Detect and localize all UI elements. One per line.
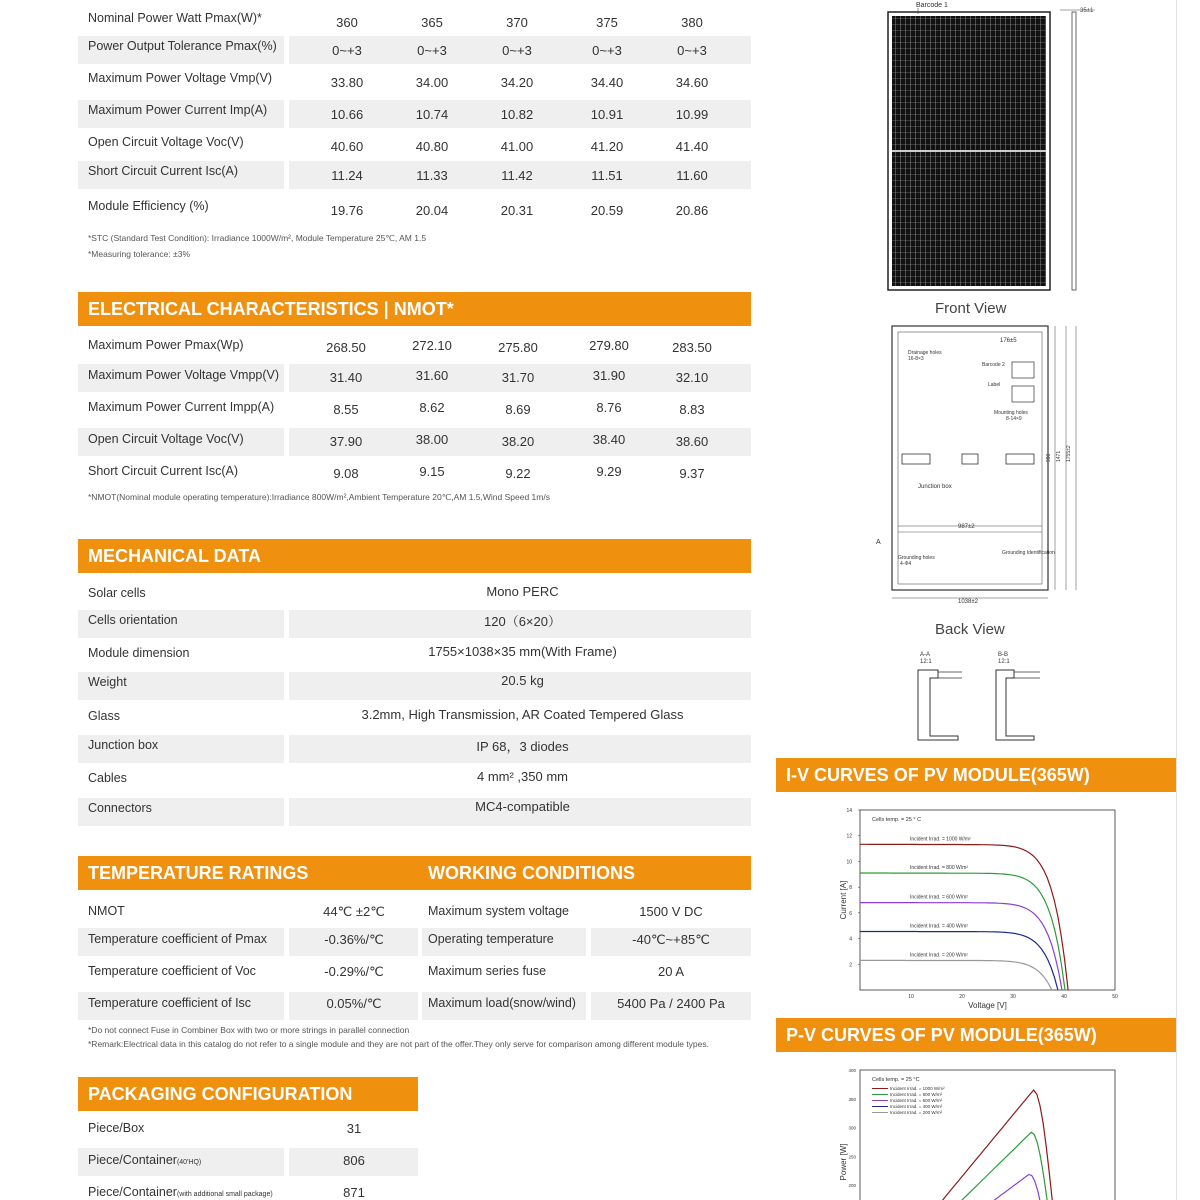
iv-cells-temp: Cells temp. = 25 ° C (872, 817, 922, 823)
stc-cell: 11.60 (676, 168, 708, 183)
temp-row-label: Temperature coefficient of Pmax (88, 932, 268, 946)
grounding-sub: 4-Φ4 (900, 561, 912, 567)
stc-cell: 10.91 (590, 107, 624, 122)
front-view-caption: Front View (935, 300, 1007, 317)
pack-row-value: 806 (343, 1153, 365, 1168)
nmot-cell: 8.83 (679, 402, 705, 417)
bb-scale: 12:1 (998, 659, 1010, 665)
iv-ytick-label: 4 (849, 936, 852, 943)
stc-cell: 11.33 (416, 168, 448, 183)
stc-cell: 20.59 (590, 203, 624, 218)
nmot-cell: 38.20 (501, 434, 535, 449)
mech-row-label: Solar cells (88, 586, 146, 600)
nmot-row-label: Maximum Power Voltage Vmpp(V) (88, 368, 280, 382)
work-row-label: Maximum load(snow/wind) (428, 996, 576, 1010)
pack-row-label (88, 1153, 201, 1167)
nmot-cell: 9.22 (505, 466, 531, 481)
stc-cell: 10.82 (500, 107, 534, 122)
drainage-label: Drainage holes (908, 350, 942, 356)
stc-cell: 20.04 (415, 203, 449, 218)
pv-ytick-label: 300 (848, 1125, 856, 1131)
work-row-value: 5400 Pa / 2400 Pa (617, 996, 725, 1011)
barcode-label: Barcode 1 (916, 2, 948, 9)
pack-row-label (88, 1185, 273, 1199)
pv-ylabel: Power [W] (839, 1143, 848, 1181)
nmot-cell: 9.29 (596, 464, 622, 479)
working-header: WORKING CONDITIONS (418, 856, 751, 890)
stc-row-label: Power Output Tolerance Pmax(%) (88, 39, 277, 53)
iv-series-label: Incident Irrad. = 1000 W/m² (910, 836, 971, 843)
grounding-id-label: Grounding Identification (1002, 550, 1055, 556)
stc-cell: 41.40 (675, 139, 709, 154)
temp-row-label: Temperature coefficient of Isc (88, 996, 252, 1010)
stc-cell: 11.51 (591, 168, 623, 183)
stc-cell: 19.76 (330, 203, 364, 218)
pv-legend-label: Incident Irrad. = 800 W/m² (890, 1092, 943, 1097)
pv-legend-label: Incident Irrad. = 200 W/m² (890, 1110, 943, 1115)
nmot-cell: 38.00 (415, 432, 449, 447)
fuse-note: *Do not connect Fuse in Combiner Box with two or more strings in parallel connection (88, 1025, 410, 1035)
mounting-label: Mounting holes (994, 410, 1028, 416)
iv-ytick-label: 14 (846, 808, 852, 814)
stc-cell: 360 (336, 15, 358, 30)
iv-xtick-label: 30 (1010, 994, 1016, 1000)
pack-row-label-text: Piece/Container (88, 1153, 177, 1167)
dim-bottom: 1038±2 (958, 599, 978, 605)
nmot-cell: 8.62 (419, 400, 445, 415)
work-row-label: Operating temperature (428, 932, 554, 946)
stc-row-label: Maximum Power Current Imp(A) (88, 103, 268, 117)
stc-cell: 10.66 (330, 107, 364, 122)
mech-row-label: Module dimension (88, 646, 190, 660)
iv-header: I-V CURVES OF PV MODULE(365W) (776, 758, 1176, 792)
temp-row-label: Temperature coefficient of Voc (88, 964, 256, 978)
stc-cell: 365 (421, 15, 443, 30)
work-row-label: Maximum system voltage (428, 904, 570, 918)
iv-xlabel: Voltage [V] (968, 1001, 1007, 1010)
mechanical-header: MECHANICAL DATA (78, 539, 751, 573)
pv-legend-label: Incident Irrad. = 1000 W/m² (890, 1086, 945, 1091)
nmot-cell: 32.10 (675, 370, 709, 385)
stc-cell: 34.40 (590, 75, 624, 90)
nmot-cell: 279.80 (589, 338, 629, 353)
iv-xtick-label: 40 (1061, 994, 1067, 1000)
stc-cell: 11.24 (331, 168, 363, 183)
nmot-cell: 9.08 (333, 466, 359, 481)
iv-plot-frame (860, 810, 1115, 990)
pack-row-value: 31 (346, 1121, 362, 1136)
dim-top: 176±5 (1000, 338, 1017, 344)
stc-cell: 41.00 (500, 139, 534, 154)
stc-cell: 40.80 (415, 139, 449, 154)
stc-cell: 380 (681, 15, 703, 30)
stc-cell: 0~+3 (417, 43, 447, 58)
nmot-cell: 31.60 (415, 368, 449, 383)
dim-width: 987±2 (958, 524, 975, 530)
pv-chart (830, 1062, 1130, 1200)
stc-cell: 0~+3 (332, 43, 362, 58)
iv-xtick-label: 10 (908, 994, 914, 1000)
nmot-row-label: Short Circuit Current Isc(A) (88, 464, 239, 478)
pack-row-label-text: Piece/Container (88, 1185, 177, 1199)
temperature-header: TEMPERATURE RATINGS (78, 856, 418, 890)
mech-row-label: Cells orientation (88, 613, 178, 627)
nmot-cell: 272.10 (412, 338, 452, 353)
stc-cell: 10.99 (675, 107, 709, 122)
nmot-cell: 37.90 (329, 434, 363, 449)
remark-note: *Remark:Electrical data in this catalog do not refer to a single module and they are not part of the offer.They only serve for comparison among different module types. (88, 1039, 709, 1049)
nmot-cell: 38.60 (675, 434, 709, 449)
iv-xtick-label: 50 (1112, 994, 1118, 1000)
mech-row-label: Cables (88, 771, 127, 785)
iv-ytick-label: 2 (849, 962, 852, 969)
nmot-cell: 9.37 (679, 466, 705, 481)
nmot-cell: 9.15 (419, 464, 445, 479)
iv-series-label: Incident Irrad. = 400 W/m² (910, 923, 968, 930)
nmot-cell: 31.40 (329, 370, 363, 385)
dim-h2: 990 (1046, 453, 1052, 462)
temp-row-value: -0.36%/℃ (324, 932, 384, 947)
back-view-drawing (870, 322, 1085, 612)
pack-row-label (88, 1121, 144, 1135)
stc-row-label: Short Circuit Current Isc(A) (88, 164, 239, 178)
stc-row-label: Maximum Power Voltage Vmp(V) (88, 71, 273, 85)
stc-cell: 34.00 (415, 75, 449, 90)
pv-header: P-V CURVES OF PV MODULE(365W) (776, 1018, 1176, 1052)
nmot-row-label: Maximum Power Pmax(Wp) (88, 338, 244, 352)
nmot-cell: 8.55 (333, 402, 359, 417)
stc-note: *STC (Standard Test Condition): Irradiance 1000W/m², Module Temperature 25℃, AM 1.5 (88, 233, 427, 243)
page-edge-line (1176, 0, 1177, 1200)
work-row-value: -40℃~+85℃ (632, 932, 710, 947)
mech-row-value: Mono PERC (486, 584, 559, 599)
stc-cell: 0~+3 (502, 43, 532, 58)
iv-ytick-label: 10 (846, 859, 852, 866)
pack-row-label-note: (40'HQ) (176, 1159, 202, 1166)
nmot-header: ELECTRICAL CHARACTERISTICS | NMOT* (78, 292, 751, 326)
nmot-cell: 31.90 (592, 368, 626, 383)
mounting-sub: 8-14×9 (1006, 416, 1022, 422)
mech-row-value: IP 68，3 diodes (476, 739, 569, 754)
pack-row-value: 871 (343, 1185, 365, 1200)
pack-row-label-text: Piece/Box (88, 1121, 145, 1135)
side-dimension: 35±1 (1080, 8, 1094, 14)
iv-series-label: Incident Irrad. = 200 W/m² (910, 952, 968, 959)
iv-ytick-label: 12 (846, 833, 852, 840)
aa-label: A-A (920, 652, 931, 658)
stc-cell: 41.20 (590, 139, 624, 154)
stc-cell: 11.42 (501, 168, 533, 183)
stc-row-label: Module Efficiency (%) (88, 199, 209, 213)
temp-row-value: 44℃ ±2℃ (323, 904, 385, 919)
dim-h1: 1471 (1056, 450, 1062, 462)
stc-cell: 0~+3 (677, 43, 707, 58)
temp-row-value: -0.29%/℃ (324, 964, 384, 979)
work-row-value: 1500 V DC (639, 904, 703, 919)
nmot-cell: 283.50 (672, 340, 712, 355)
pv-ytick-label: 400 (848, 1068, 856, 1073)
nmot-cell: 31.70 (501, 370, 535, 385)
nmot-note: *NMOT(Nominal module operating temperature):Irradiance 800W/m²,Ambient Temperature 20℃,AM 1.5,Wind Speed 1m/s (88, 492, 550, 502)
temp-row-value: 0.05%/℃ (326, 996, 382, 1011)
iv-series-label: Incident Irrad. = 600 W/m² (910, 894, 968, 901)
packaging-header: PACKAGING CONFIGURATION (78, 1077, 418, 1111)
pv-ytick-label: 350 (848, 1096, 856, 1102)
work-row-value: 20 A (657, 964, 685, 979)
mech-row-label: Weight (88, 675, 127, 689)
mech-row-label: Connectors (88, 801, 152, 815)
iv-ytick-label: 6 (849, 910, 852, 917)
iv-ylabel: Current [A] (839, 880, 848, 920)
bb-label: B-B (998, 652, 1009, 658)
nmot-row-label: Open Circuit Voltage Voc(V) (88, 432, 244, 446)
stc-cell: 34.20 (500, 75, 534, 90)
stc-cell: 375 (596, 15, 618, 30)
aa-scale: 12:1 (920, 659, 932, 665)
nmot-cell: 8.69 (505, 402, 531, 417)
nmot-row-label: Maximum Power Current Impp(A) (88, 400, 275, 414)
dim-height: 1755±2 (1066, 445, 1072, 462)
stc-row-label: Open Circuit Voltage Voc(V) (88, 135, 244, 149)
front-view-drawing (860, 0, 1100, 300)
pv-ytick-label: 250 (848, 1154, 856, 1160)
mech-row-label: Junction box (88, 738, 159, 752)
stc-cell: 370 (506, 15, 528, 30)
iv-chart (830, 800, 1130, 1015)
iv-ytick-label: 8 (849, 885, 852, 892)
back-view-caption: Back View (935, 621, 1005, 638)
drainage-sub: 16-8×3 (908, 356, 924, 362)
pack-row-label-note: (with additional small package) (176, 1191, 273, 1198)
nmot-cell: 275.80 (498, 340, 538, 355)
barcode2-label: Barcode 2 (982, 362, 1005, 368)
mech-row-value: 4 mm² ,350 mm (476, 769, 568, 784)
nmot-cell: 38.40 (592, 432, 626, 447)
label-label: Label (988, 382, 1001, 388)
section-a-mark: A (876, 539, 881, 546)
stc-cell: 40.60 (330, 139, 364, 154)
mech-row-value: 1755×1038×35 mm(With Frame) (428, 644, 617, 659)
junction-label: Junction box (918, 484, 952, 490)
stc-cell: 34.60 (675, 75, 709, 90)
pv-legend-label: Incident Irrad. = 600 W/m² (890, 1098, 943, 1103)
nmot-cell: 8.76 (596, 400, 622, 415)
tolerance-note: *Measuring tolerance: ±3% (88, 249, 190, 259)
stc-cell: 20.31 (500, 203, 534, 218)
pv-cells-temp: Cells temp. = 25 °C (872, 1077, 920, 1083)
stc-cell: 0~+3 (592, 43, 622, 58)
grounding-label: Grounding holes (898, 555, 935, 561)
nmot-cell: 268.50 (326, 340, 366, 355)
mech-row-value: MC4-compatible (475, 799, 570, 814)
mech-row-label: Glass (88, 709, 120, 723)
stc-cell: 20.86 (675, 203, 709, 218)
section-drawings (900, 648, 1060, 748)
stc-row-label: Nominal Power Watt Pmax(W)* (88, 11, 262, 25)
mech-row-value: 3.2mm, High Transmission, AR Coated Tempered Glass (361, 707, 684, 722)
stc-cell: 10.74 (415, 107, 449, 122)
iv-xtick-label: 20 (959, 994, 965, 1000)
pv-ytick-label: 200 (848, 1183, 856, 1188)
stc-cell: 33.80 (330, 75, 364, 90)
iv-series-label: Incident Irrad. = 800 W/m² (910, 865, 968, 871)
pv-legend-label: Incident Irrad. = 400 W/m² (890, 1104, 943, 1109)
temp-row-label: NMOT (88, 904, 125, 918)
work-row-label: Maximum series fuse (428, 964, 547, 978)
mech-row-value: 120（6×20） (484, 614, 561, 629)
mech-row-value: 20.5 kg (501, 673, 544, 688)
